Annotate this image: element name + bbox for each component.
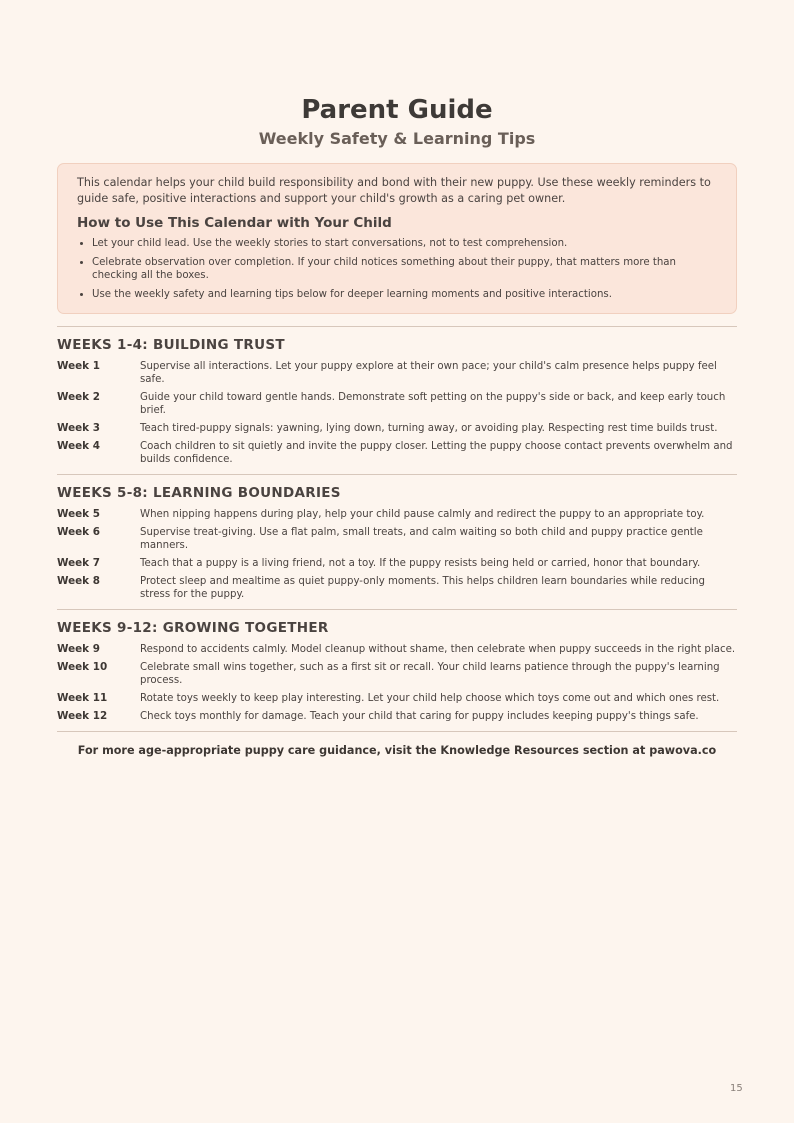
- week-label: Week 11: [57, 692, 108, 704]
- week-tip: Teach tired-puppy signals: yawning, lying down, turning away, or avoiding play. Respecting rest time builds trust.: [140, 423, 718, 434]
- list-item: • Celebrate observation over completion. If your child notices something about their puppy, that matters more than checking all the boxes.: [92, 256, 717, 282]
- week-label: Week 6: [57, 526, 100, 538]
- week-row: [57, 391, 737, 417]
- week-label: Week 8: [57, 575, 100, 587]
- section-title: WEEKS 9-12: GROWING TOGETHER: [57, 620, 329, 636]
- week-tip: Rotate toys weekly to keep play interesting. Let your child help choose which toys come out and which ones rest.: [140, 693, 720, 704]
- week-row: [57, 575, 737, 601]
- week-tip: Coach children to sit quietly and invite the puppy closer. Letting the puppy choose contact prevents overwhelm and builds confidence.: [140, 441, 733, 465]
- section-title: WEEKS 1-4: BUILDING TRUST: [57, 337, 285, 353]
- list-item: • Use the weekly safety and learning tips below for deeper learning moments and positive interactions.: [92, 288, 717, 301]
- week-row: [57, 661, 737, 687]
- week-tip: When nipping happens during play, help your child pause calmly and redirect the puppy to an appropriate toy.: [140, 509, 705, 520]
- section-growing-together: [57, 610, 737, 731]
- week-row: [57, 710, 737, 723]
- week-label: Week 5: [57, 508, 100, 520]
- divider: [57, 731, 737, 732]
- week-row: [57, 508, 737, 521]
- week-row: [57, 360, 737, 386]
- list-item: • Let your child lead. Use the weekly stories to start conversations, not to test comprehension.: [92, 237, 717, 250]
- week-tip: Teach that a puppy is a living friend, not a toy. If the puppy resists being held or carried, honor that boundary.: [140, 558, 701, 569]
- page-subtitle: Weekly Safety & Learning Tips: [258, 129, 536, 148]
- week-tip: Protect sleep and mealtime as quiet puppy-only moments. This helps children learn boundaries while reducing stress for the puppy.: [140, 576, 705, 600]
- week-row: [57, 643, 737, 656]
- intro-box: [57, 163, 737, 314]
- week-row: [57, 557, 737, 570]
- page-content: [57, 0, 737, 758]
- footer-note: For more age-appropriate puppy care guidance, visit the Knowledge Resources section at pawova.co: [77, 744, 717, 757]
- page-number: 15: [730, 1083, 743, 1094]
- how-to-use-list: [77, 237, 717, 301]
- how-to-use-heading: How to Use This Calendar with Your Child: [77, 215, 392, 231]
- week-label: Week 4: [57, 440, 100, 452]
- week-tip: Celebrate small wins together, such as a first sit or recall. Your child learns patience through the puppy's learning process.: [140, 662, 720, 686]
- week-label: Week 7: [57, 557, 100, 569]
- section-title: WEEKS 5-8: LEARNING BOUNDARIES: [57, 485, 341, 501]
- week-label: Week 12: [57, 710, 108, 722]
- week-tip: Respond to accidents calmly. Model cleanup without shame, then celebrate when puppy succeeds in the right place.: [140, 644, 736, 655]
- week-label: Week 9: [57, 643, 100, 655]
- week-label: Week 1: [57, 360, 100, 372]
- section-building-trust: [57, 327, 737, 474]
- intro-text: This calendar helps your child build responsibility and bond with their new puppy. Use these weekly reminders to guide safe, positive interactions and support your child's growth as a caring pet owner.: [77, 176, 711, 205]
- week-tip: Supervise all interactions. Let your puppy explore at their own pace; your child's calm presence helps puppy feel safe.: [140, 361, 717, 385]
- week-tip: Supervise treat-giving. Use a flat palm, small treats, and calm waiting so both child and puppy practice gentle manners.: [140, 527, 703, 551]
- section-learning-boundaries: [57, 475, 737, 609]
- week-row: [57, 422, 737, 435]
- week-tip: Check toys monthly for damage. Teach your child that caring for puppy includes keeping puppy's things safe.: [140, 711, 699, 722]
- week-row: [57, 526, 737, 552]
- page-title: Parent Guide: [301, 95, 493, 125]
- week-row: [57, 440, 737, 466]
- week-label: Week 3: [57, 422, 100, 434]
- week-label: Week 2: [57, 391, 100, 403]
- week-row: [57, 692, 737, 705]
- week-label: Week 10: [57, 661, 108, 673]
- week-tip: Guide your child toward gentle hands. Demonstrate soft petting on the puppy's side or back, and keep early touch brief.: [140, 392, 726, 416]
